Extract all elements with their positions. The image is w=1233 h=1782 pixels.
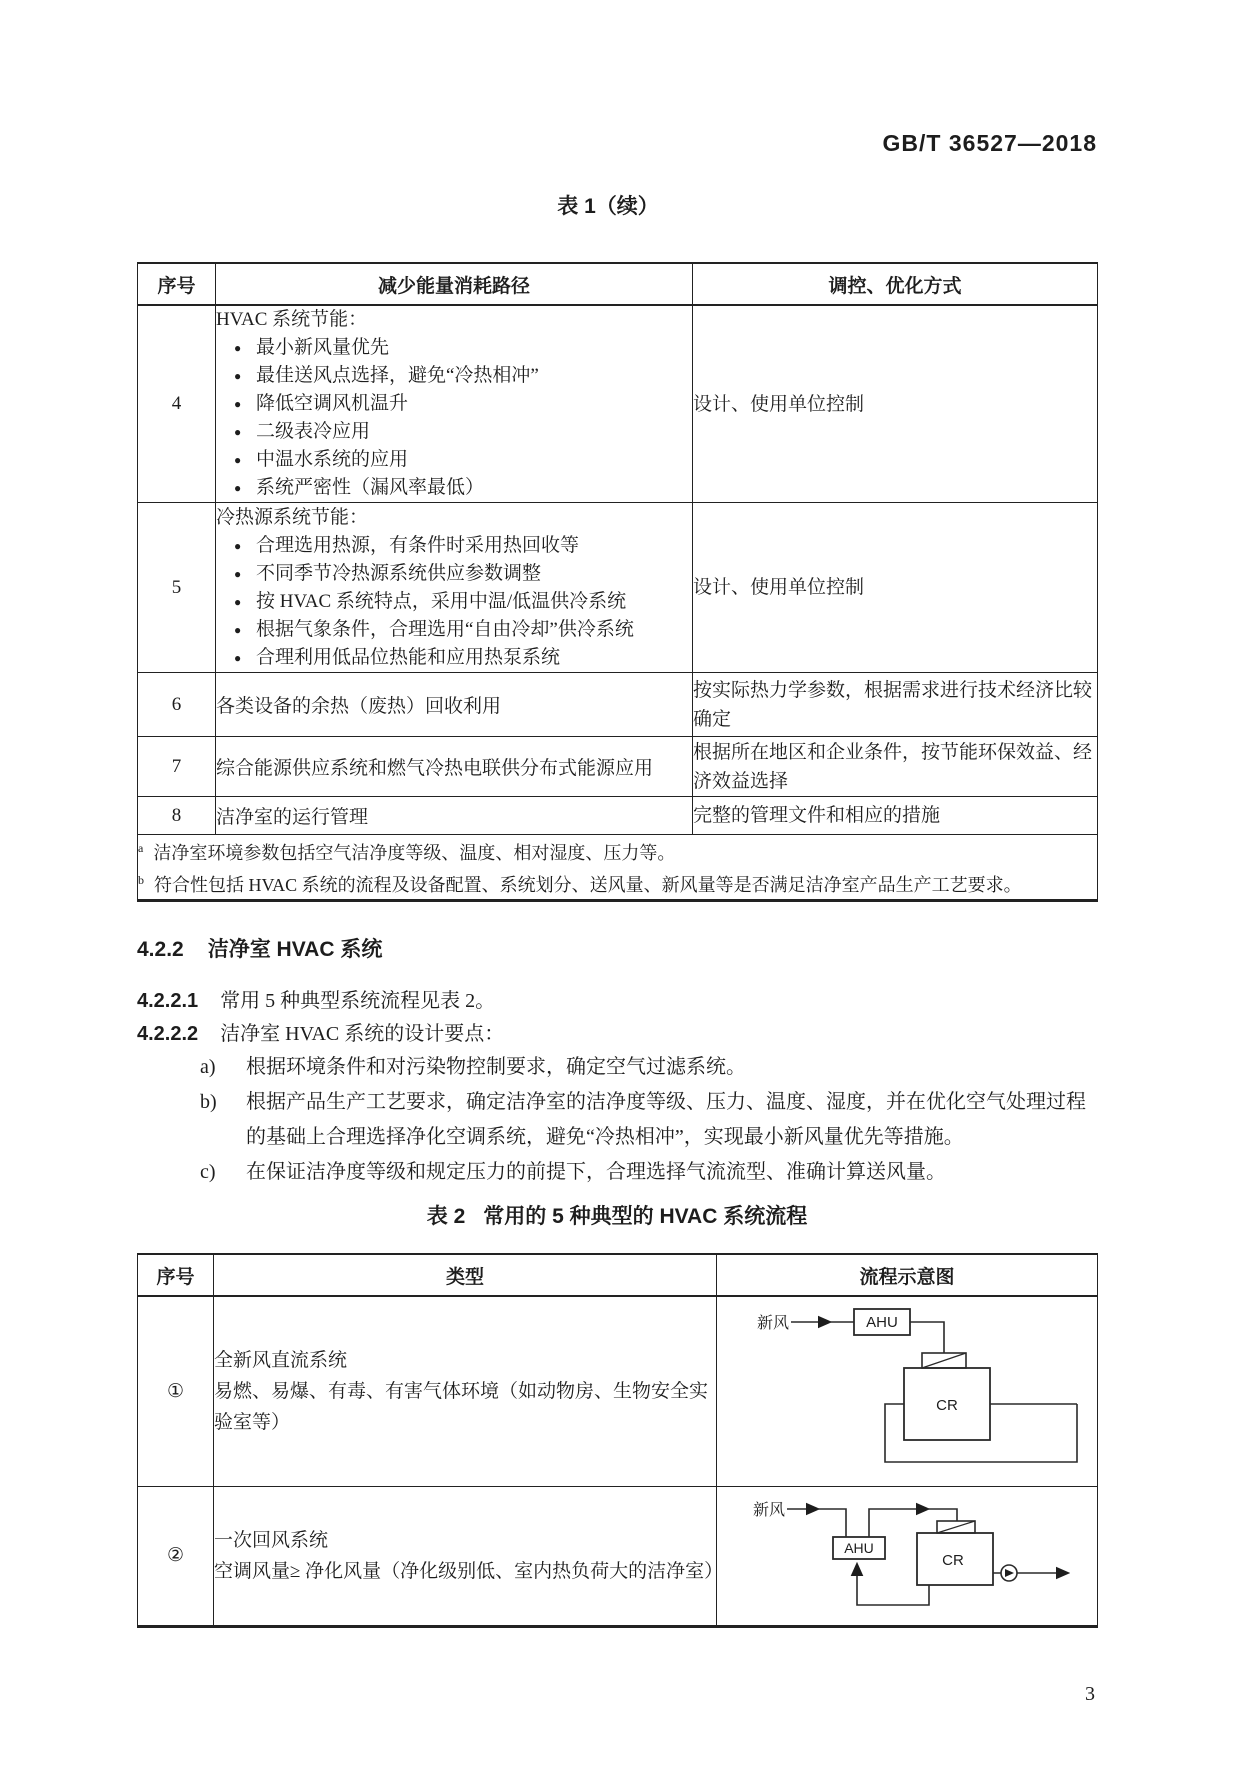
supply-line [927, 1509, 957, 1521]
t2row1-type-desc: 易燃、易爆、有毒、有害气体环境（如动物房、生物安全实验室等） [214, 1380, 709, 1433]
footnote-b [138, 867, 1097, 899]
flow-diagram-primary-return-air [717, 1493, 1097, 1619]
fresh-air-drop-line [817, 1509, 846, 1537]
list-item [216, 616, 692, 644]
design-points-list [200, 1050, 1097, 1190]
bullet-icon: ● [234, 594, 242, 609]
row6-path: 各类设备的余热（废热）回收利用 [216, 673, 693, 737]
row8-control: 完整的管理文件和相应的措施 [693, 797, 1098, 835]
standard-number: GB/T 36527—2018 [882, 130, 1097, 156]
list-item [216, 390, 692, 418]
row6-control: 按实际热力学参数，根据需求进行技术经济比较确定 [693, 673, 1098, 737]
table1-caption [137, 190, 1097, 220]
row7-path: 综合能源供应系统和燃气冷热电联供分布式能源应用 [216, 737, 693, 797]
row7-control: 根据所在地区和企业条件，按节能环保效益、经济效益选择 [693, 737, 1098, 797]
bullet-icon: ● [234, 538, 242, 553]
t2row2-type [214, 1486, 724, 1626]
table2-caption-label: 表 2 [426, 1205, 466, 1228]
bullet-text: 按 HVAC 系统特点，采用中温/低温供冷系统 [256, 590, 627, 612]
bullet-icon: ● [234, 397, 242, 411]
fresh-air-label: 新风 [753, 1501, 786, 1519]
table2-row-1 [138, 1296, 1098, 1486]
table2-header-row [138, 1254, 1098, 1296]
bullet-icon: ● [234, 566, 242, 581]
list-item-c [200, 1155, 1097, 1190]
item-c-marker: c) [200, 1161, 216, 1183]
heading-4-2-2-num: 4.2.2 [137, 938, 184, 961]
row7-no: 7 [138, 737, 216, 797]
clause-4-2-2-2-num: 4.2.2.2 [137, 1023, 199, 1045]
bullet-icon: ● [234, 369, 242, 383]
table2-col-no: 序号 [138, 1254, 214, 1296]
table2-row-2 [138, 1486, 1098, 1626]
table1-footnote-row [138, 835, 1098, 901]
table1-header-row [138, 263, 1098, 305]
exhaust-duct-loop [885, 1404, 1077, 1462]
t2row1-diagram [717, 1296, 1098, 1486]
table1-row-8 [138, 797, 1098, 835]
ahu-label: AHU [844, 1539, 874, 1556]
footnote-a [138, 835, 1097, 867]
item-a-text: 根据环境条件和对污染物控制要求，确定空气过滤系统。 [246, 1056, 746, 1078]
list-item-a [200, 1050, 1097, 1085]
bullet-text: 降低空调风机温升 [256, 393, 409, 414]
t2row1-no: ① [138, 1296, 214, 1486]
item-b-marker: b) [200, 1091, 217, 1113]
list-item [216, 588, 692, 616]
row8-path: 洁净室的运行管理 [216, 797, 693, 835]
bullet-text: 合理利用低品位热能和应用热泵系统 [256, 646, 561, 668]
filter-diagonal [922, 1353, 966, 1368]
row4-path [216, 305, 693, 503]
cleanroom-label: CR [936, 1397, 958, 1415]
table2-col-diagram: 流程示意图 [717, 1254, 1098, 1296]
cleanroom-label: CR [942, 1551, 964, 1569]
bullet-icon: ● [234, 425, 242, 439]
bullet-text: 最佳送风点选择，避免“冷热相冲” [256, 365, 539, 386]
bullet-icon: ● [234, 341, 242, 355]
page-number: 3 [1085, 1683, 1095, 1705]
table1-col-no: 序号 [138, 263, 216, 305]
table1-col-control: 调控、优化方式 [693, 263, 1098, 305]
item-c-text: 在保证洁净度等级和规定压力的前提下，合理选择气流流型、准确计算送风量。 [246, 1161, 946, 1183]
footnote-a-text: 洁净室环境参数包括空气洁净度等级、温度、相对湿度、压力等。 [153, 843, 676, 863]
clause-4-2-2-1-text: 常用 5 种典型系统流程见表 2。 [220, 990, 496, 1012]
row4-no: 4 [138, 305, 216, 503]
clause-4-2-2-2 [137, 1018, 1097, 1051]
table1-row-4 [138, 305, 1098, 503]
item-b-text: 根据产品生产工艺要求，确定洁净室的洁净度等级、压力、温度、湿度，并在优化空气处理过程的基础上合理选择净化空调系统，避免“冷热相冲”，实现最小新风量优先等措施。 [246, 1091, 1086, 1148]
table2-caption-text: 常用的 5 种典型的 HVAC 系统流程 [483, 1205, 808, 1228]
clause-4-2-2-1 [137, 985, 1097, 1018]
list-item [216, 334, 692, 362]
t2row1-type-title: 全新风直流系统 [214, 1349, 348, 1371]
list-item [216, 418, 692, 446]
bullet-text: 二级表冷应用 [256, 421, 371, 442]
table1 [137, 262, 1098, 902]
heading-4-2-2-title: 洁净室 HVAC 系统 [207, 938, 383, 961]
bullet-icon: ● [234, 481, 242, 495]
table1-col-path: 减少能量消耗路径 [216, 263, 693, 305]
footnote-b-text: 符合性包括 HVAC 系统的流程及设备配置、系统划分、送风量、新风量等是否满足洁净室产品生产工艺要求。 [154, 875, 1022, 895]
table1-footnotes [138, 835, 1098, 901]
t2row1-type [214, 1296, 717, 1486]
t2row2-type-title: 一次回风系统 [214, 1529, 329, 1551]
footnote-b-marker: b [138, 873, 144, 887]
list-item [216, 532, 692, 560]
bullet-text: 不同季节冷热源系统供应参数调整 [256, 562, 542, 584]
bullet-text: 中温水系统的应用 [256, 449, 409, 470]
row4-title: HVAC 系统节能： [216, 309, 368, 330]
t2row2-type-desc: 空调风量≥ 净化风量（净化级别低、室内热负荷大的洁净室） [214, 1560, 724, 1582]
table1-row-5 [138, 503, 1098, 673]
row5-control: 设计、使用单位控制 [693, 503, 1098, 673]
list-item-b [200, 1085, 1097, 1155]
row8-no: 8 [138, 797, 216, 835]
clause-4-2-2-2-text: 洁净室 HVAC 系统的设计要点： [220, 1023, 505, 1045]
bullet-text: 根据气象条件，合理选用“自由冷却”供冷系统 [256, 618, 634, 640]
list-item [216, 362, 692, 390]
fresh-air-label: 新风 [757, 1315, 790, 1333]
table1-row-6 [138, 673, 1098, 737]
row6-no: 6 [138, 673, 216, 737]
footnote-a-marker: a [138, 841, 144, 855]
list-item [216, 644, 692, 672]
t2row2-diagram [717, 1486, 1098, 1626]
clause-4-2-2-1-num: 4.2.2.1 [137, 990, 199, 1012]
table2 [137, 1253, 1098, 1628]
flow-diagram-2 [729, 1493, 1085, 1619]
table2-caption [137, 1200, 1097, 1230]
ahu-label: AHU [866, 1314, 898, 1332]
bullet-icon: ● [234, 622, 242, 637]
row5-title: 冷热源系统节能： [216, 506, 369, 528]
table2-col-type: 类型 [214, 1254, 717, 1296]
flow-line [910, 1322, 944, 1353]
bullet-text: 合理选用热源，有条件时采用热回收等 [256, 534, 580, 556]
bullet-text: 最小新风量优先 [256, 337, 390, 358]
row5-path [216, 503, 693, 673]
row4-control: 设计、使用单位控制 [693, 305, 1098, 503]
row5-no: 5 [138, 503, 216, 673]
list-item [216, 446, 692, 474]
bullet-icon: ● [234, 453, 242, 467]
table1-row-7 [138, 737, 1098, 797]
table1-caption-label: 表 1（续） [557, 195, 659, 218]
flow-diagram-full-fresh-air [717, 1303, 1097, 1479]
supply-riser-line [869, 1509, 899, 1537]
bullet-icon: ● [234, 650, 242, 665]
list-item [216, 560, 692, 588]
t2row2-no: ② [138, 1486, 214, 1626]
heading-4-2-2 [137, 933, 382, 963]
flow-diagram-1 [729, 1303, 1085, 1479]
item-a-marker: a) [200, 1056, 216, 1078]
bullet-text: 系统严密性（漏风率最低） [256, 477, 485, 498]
filter-diagonal [937, 1521, 975, 1533]
list-item [216, 474, 692, 502]
